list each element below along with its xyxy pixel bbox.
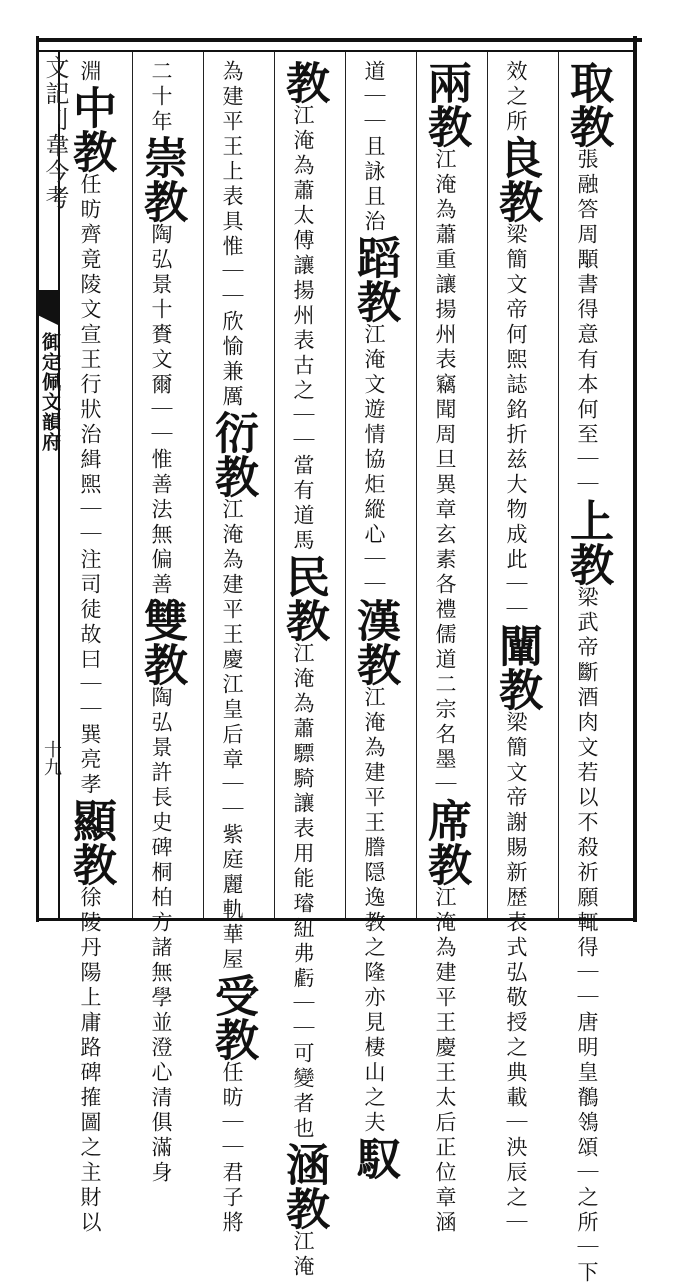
entry-heading: 闡教 (491, 623, 542, 711)
text-column-3 (420, 60, 471, 1236)
entry-heading: 民教 (278, 554, 329, 642)
entry-heading: 中教 (65, 85, 116, 173)
column-rule (416, 52, 417, 918)
column-rule (132, 52, 133, 918)
column-rule (203, 52, 204, 918)
entry-heading: 崇教 (136, 135, 187, 223)
column-rule (274, 52, 275, 918)
entry-text: 江淹為蕭驃騎讓表用能璿紐弗虧｜｜可變者也 (291, 642, 315, 1142)
entry-heading: 涵教 (278, 1142, 329, 1230)
text-column-5 (278, 60, 329, 1280)
text-column-7 (136, 60, 187, 1186)
column-rule (558, 52, 559, 918)
entry-text: 任昉｜｜君子將 (220, 1061, 244, 1236)
entry-text: 淵 (78, 60, 102, 85)
entry-heading: 衍教 (207, 410, 258, 498)
text-column-6 (207, 60, 258, 1236)
text-column-1 (562, 60, 613, 1286)
entry-text: 道｜｜且詠且治 (362, 60, 386, 235)
entry-text: 梁簡文帝謝賜新歴表式弘敬授之典載｜泱辰之｜ (504, 711, 528, 1236)
entry-heading: 馭 (349, 1136, 400, 1180)
entry-heading: 教 (278, 60, 329, 104)
entry-text: 陶弘景十賚文爾｜｜惟善法無偏善 (149, 223, 173, 598)
fishtail-mark (38, 290, 60, 326)
frame-top-border (36, 38, 642, 42)
entry-heading: 蹈教 (349, 235, 400, 323)
text-column-4 (349, 60, 400, 1180)
entry-text: 江淹為蕭重讓揚州表竊聞周旦異章玄素各禮儒道二宗名墨｜ (433, 148, 457, 798)
entry-heading: 受教 (207, 973, 258, 1061)
entry-heading: 漢教 (349, 598, 400, 686)
entry-text: 張融答周顒書得意有本何至｜｜ (575, 148, 599, 498)
entry-heading: 雙教 (136, 598, 187, 686)
entry-text: 江淹文遊情協炬縱心｜｜ (362, 323, 386, 598)
entry-text: 效之所 (504, 60, 528, 135)
book-title: 御定佩文韻府 (39, 332, 61, 452)
entry-text: 梁簡文帝何煕誌銘折兹大物成此｜｜ (504, 223, 528, 623)
entry-heading: 良教 (491, 135, 542, 223)
text-column-2 (491, 60, 542, 1236)
frame-bottom-border (36, 918, 636, 921)
entry-text: 二十年 (149, 60, 173, 135)
entry-text: 梁武帝斷酒肉文若以不殺祈願輒得｜｜唐明皇鶺鴒頌｜之所｜下 (575, 586, 599, 1286)
entry-heading: 取教 (562, 60, 613, 148)
entry-text: 為建平王上表具惟｜｜欣愉兼厲 (220, 60, 244, 410)
entry-heading: 兩教 (420, 60, 471, 148)
entry-text: 江淹為建平王謄隠逸教之隆亦見棲山之夫 (362, 686, 386, 1136)
column-rule (487, 52, 488, 918)
entry-text: 江淹為建平王慶王太后正位章涵 (433, 886, 457, 1236)
entry-text: 江淹為建平王慶江皇后章｜｜紫庭麗軌華屋 (220, 498, 244, 973)
entry-text: 徐陵丹陽上庸路碑搉圖之主財以 (78, 886, 102, 1236)
frame-right-border (633, 36, 637, 922)
entry-text: 任昉齊竟陵文宣王行狀治緝煕｜｜注司徒故曰｜｜巽亮孝 (78, 173, 102, 798)
entry-text: 陶弘景許長史碑桐柏方諸無學並澄心清俱滿身 (149, 686, 173, 1186)
entry-heading: 上教 (562, 498, 613, 586)
entry-text: 江淹 (291, 1230, 315, 1280)
text-column-8 (65, 60, 116, 1236)
entry-heading: 顯教 (65, 798, 116, 886)
frame-top-inner-border (36, 50, 636, 52)
page-number: 十九 (41, 740, 62, 776)
entry-heading: 席教 (420, 798, 471, 886)
column-rule (345, 52, 346, 918)
gutter-header-fragment: 文記刂韋今考 (41, 55, 69, 211)
entry-text: 江淹為蕭太傅讓揚州表古之｜｜當有道馬 (291, 104, 315, 554)
